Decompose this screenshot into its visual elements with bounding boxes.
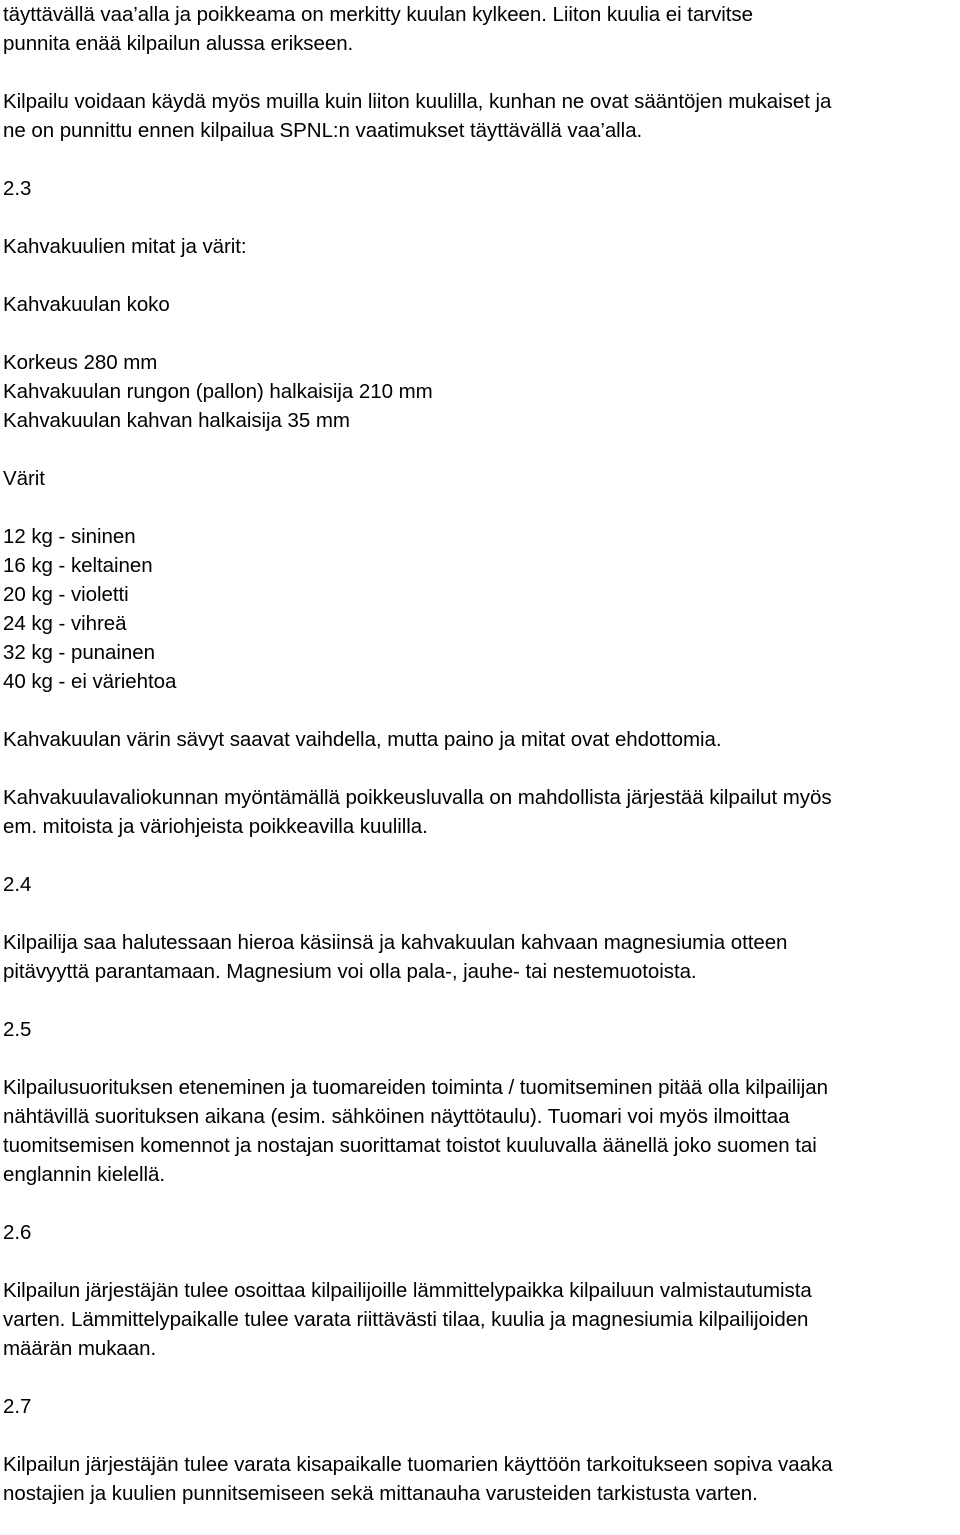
text-line: Kilpailu voidaan käydä myös muilla kuin liiton kuulilla, kunhan ne ovat sääntöjen mukaiset ja — [3, 90, 832, 113]
size-list — [3, 348, 960, 435]
intro-paragraph — [3, 0, 960, 58]
text-line: Kilpailija saa halutessaan hieroa käsiinsä ja kahvakuulan kahvaan magnesiumia otteen — [3, 931, 788, 954]
text-line: em. mitoista ja väriohjeista poikkeavilla kuulilla. — [3, 815, 428, 838]
text-line: nähtävillä suorituksen aikana (esim. sähköinen näyttötaulu). Tuomari voi myös ilmoittaa — [3, 1105, 790, 1128]
section-number: 2.4 — [3, 873, 32, 896]
text-line: Kilpailusuorituksen eteneminen ja tuomareiden toiminta / tuomitseminen pitää olla kilpailijan — [3, 1076, 828, 1099]
text-line: ne on punnittu ennen kilpailua SPNL:n vaatimukset täyttävällä vaa’alla. — [3, 119, 643, 142]
color-item: 32 kg - punainen — [3, 641, 155, 664]
section-paragraph — [3, 1073, 960, 1189]
color-item: 24 kg - vihreä — [3, 612, 127, 635]
section-number: 2.5 — [3, 1018, 32, 1041]
section-number: 2.3 — [3, 177, 32, 200]
other-balls-paragraph — [3, 87, 960, 145]
size-title: Kahvakuulan koko — [3, 293, 170, 316]
document-page — [3, 0, 960, 1508]
text-line: tuomitsemisen komennot ja nostajan suorittamat toistot kuuluvalla äänellä joko suomen tai — [3, 1134, 817, 1157]
color-item: 16 kg - keltainen — [3, 554, 153, 577]
text-line: määrän mukaan. — [3, 1337, 157, 1360]
color-note: Kahvakuulan värin sävyt saavat vaihdella, mutta paino ja mitat ovat ehdottomia. — [3, 728, 722, 751]
text-line: punnita enää kilpailun alussa erikseen. — [3, 32, 354, 55]
text-line: täyttävällä vaa’alla ja poikkeama on merkitty kuulan kylkeen. Liiton kuulia ei tarvitse — [3, 3, 753, 26]
text-line: nostajien ja kuulien punnitsemiseen sekä mittanauha varusteiden tarkistusta varten. — [3, 1482, 758, 1505]
exception-paragraph — [3, 783, 960, 841]
text-line: pitävyyttä parantamaan. Magnesium voi olla pala-, jauhe- tai nestemuotoista. — [3, 960, 697, 983]
section-number: 2.6 — [3, 1221, 32, 1244]
text-line: varten. Lämmittelypaikalle tulee varata riittävästi tilaa, kuulia ja magnesiumia kilpailijoiden — [3, 1308, 809, 1331]
color-list — [3, 522, 960, 696]
size-item: Kahvakuulan kahvan halkaisija 35 mm — [3, 409, 350, 432]
color-item: 12 kg - sininen — [3, 525, 136, 548]
section-paragraph — [3, 928, 960, 986]
text-line: Kilpailun järjestäjän tulee varata kisapaikalle tuomarien käyttöön tarkoitukseen sopiva vaaka — [3, 1453, 833, 1476]
text-line: Kilpailun järjestäjän tulee osoittaa kilpailijoille lämmittelypaikka kilpailuun valmistautumista — [3, 1279, 812, 1302]
section-heading: Kahvakuulien mitat ja värit: — [3, 235, 247, 258]
text-line: Kahvakuulavaliokunnan myöntämällä poikkeusluvalla on mahdollista järjestää kilpailut myös — [3, 786, 832, 809]
size-item: Korkeus 280 mm — [3, 351, 158, 374]
color-item: 20 kg - violetti — [3, 583, 129, 606]
size-item: Kahvakuulan rungon (pallon) halkaisija 210 mm — [3, 380, 433, 403]
colors-title: Värit — [3, 467, 45, 490]
color-item: 40 kg - ei väriehtoa — [3, 670, 177, 693]
section-paragraph — [3, 1276, 960, 1363]
text-line: englannin kielellä. — [3, 1163, 166, 1186]
section-paragraph — [3, 1450, 960, 1508]
section-number: 2.7 — [3, 1395, 32, 1418]
